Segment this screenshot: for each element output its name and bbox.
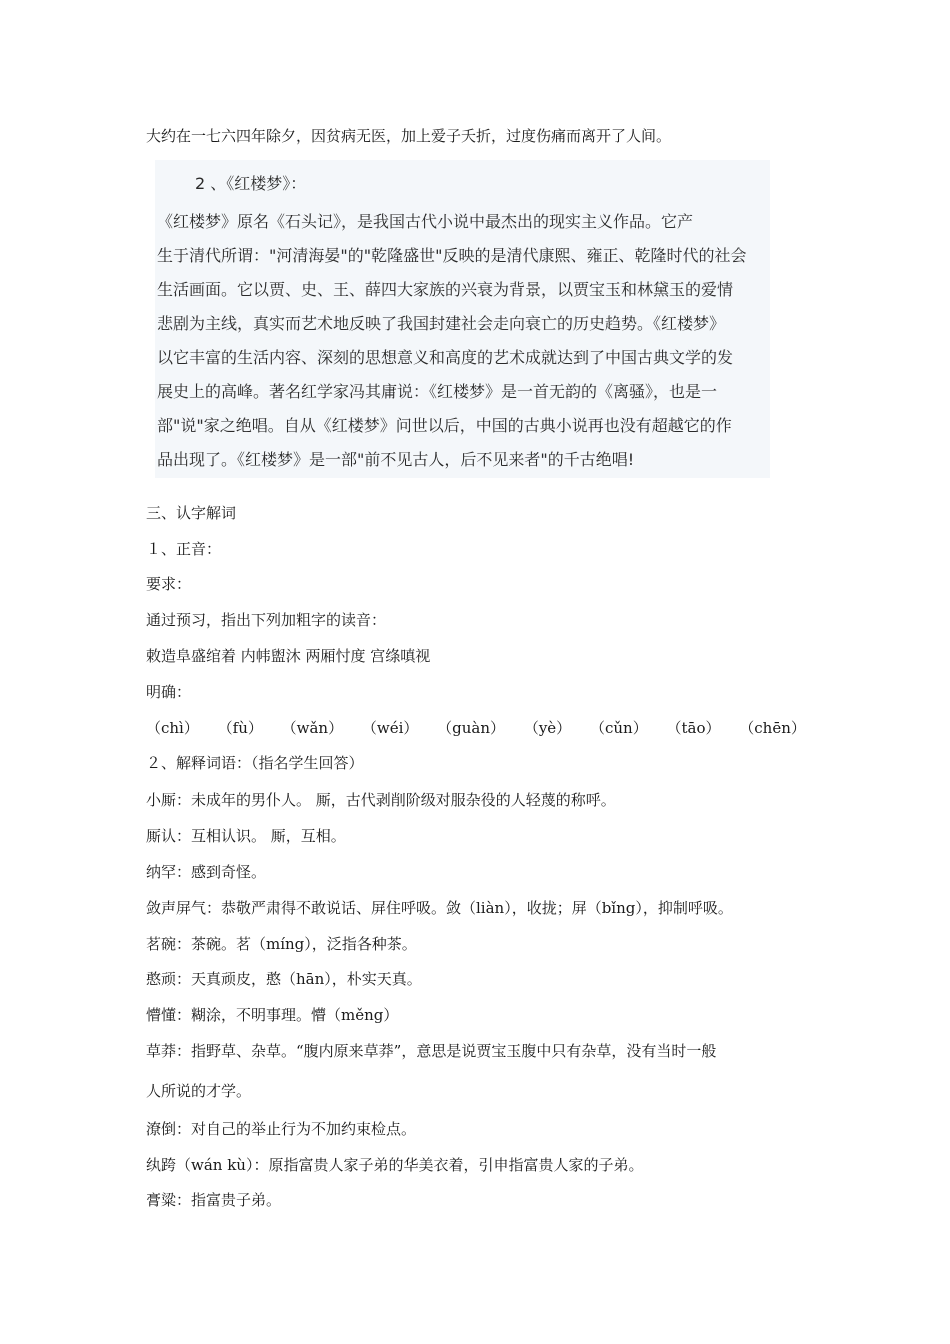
definition-line: 小厮：未成年的男仆人。 厮，古代剥削阶级对服杂役的人轻蔑的称呼。 xyxy=(146,791,616,809)
word-list: 敕造阜盛绾着 内帏盥沐 两厢忖度 宫绦嗔视 xyxy=(146,647,431,665)
definition-line: 纨跨（wán kù）：原指富贵人家子弟的华美衣着，引申指富贵人家的子弟。 xyxy=(146,1156,644,1174)
intro-line: 大约在一七六四年除夕，因贫病无医，加上爱子夭折，过度伤痛而离开了人间。 xyxy=(146,127,672,145)
pinyin-item: （fù） xyxy=(217,719,263,737)
quote-line: 生于清代所谓："河清海晏"的"乾隆盛世"反映的是清代康熙、雍正、乾隆时代的社会 xyxy=(157,246,747,265)
definition-line: 敛声屏气：恭敬严肃得不敢说话、屏住呼吸。敛（liàn），收拢；屏（bǐng），抑制呼吸。 xyxy=(146,899,733,917)
requirement-label: 要求： xyxy=(146,575,192,593)
quote-line: 部"说"家之绝唱。自从《红楼梦》问世以后，中国的古典小说再也没有超越它的作 xyxy=(157,416,732,435)
instruction-text: 通过预习，指出下列加粗字的读音： xyxy=(146,611,387,629)
definition-line: 茗碗：茶碗。茗（míng），泛指各种茶。 xyxy=(146,935,417,953)
quote-box xyxy=(155,160,770,478)
subsection-vocabulary: ２、解释词语：（指名学生回答） xyxy=(146,754,364,772)
pinyin-item: （tāo） xyxy=(666,719,721,737)
definition-line: 潦倒：对自己的举止行为不加约束检点。 xyxy=(146,1120,417,1138)
quote-line: 悲剧为主线，真实而艺术地反映了我国封建社会走向衰亡的历史趋势。《红楼梦》 xyxy=(157,314,726,333)
definition-line: 人所说的才学。 xyxy=(146,1082,252,1100)
definition-line: 膏粱：指富贵子弟。 xyxy=(146,1191,282,1209)
section-title: 三、认字解词 xyxy=(146,504,237,522)
pinyin-item: （guàn） xyxy=(437,719,506,737)
definition-line: 懵懂：糊涂，不明事理。懵（měng） xyxy=(146,1006,399,1024)
definition-line: 草莽：指野草、杂草。“腹内原来草莽”，意思是说贾宝玉腹中只有杂草，没有当时一般 xyxy=(146,1042,717,1060)
pinyin-item: （yè） xyxy=(523,719,572,737)
pinyin-row xyxy=(146,718,820,738)
pinyin-item: （chì） xyxy=(146,719,199,737)
quote-line: 展史上的高峰。著名红学家冯其庸说：《红楼梦》是一首无韵的《离骚》，也是一 xyxy=(157,382,718,401)
clarify-label: 明确： xyxy=(146,683,192,701)
quote-heading: 2 、《红楼梦》： xyxy=(195,174,307,193)
pinyin-item: （chēn） xyxy=(739,719,806,737)
quote-line: 生活画面。它以贾、史、王、薛四大家族的兴衰为背景，以贾宝玉和林黛玉的爱情 xyxy=(157,280,734,299)
pinyin-item: （wǎn） xyxy=(281,719,344,737)
pinyin-item: （wéi） xyxy=(361,719,419,737)
definition-line: 厮认：互相认识。 厮，互相。 xyxy=(146,827,346,845)
quote-line: 《红楼梦》原名《石头记》，是我国古代小说中最杰出的现实主义作品。它产 xyxy=(157,212,694,231)
definition-line: 憨顽：天真顽皮，憨（hān），朴实天真。 xyxy=(146,970,422,988)
definition-line: 纳罕：感到奇怪。 xyxy=(146,863,267,881)
subsection-pronunciation: １、正音： xyxy=(146,540,222,558)
quote-line: 以它丰富的生活内容、深刻的思想意义和高度的艺术成就达到了中国古典文学的发 xyxy=(157,348,734,367)
quote-line: 品出现了。《红楼梦》是一部"前不见古人，后不见来者"的千古绝唱! xyxy=(157,450,635,469)
pinyin-item: （cǔn） xyxy=(589,719,648,737)
